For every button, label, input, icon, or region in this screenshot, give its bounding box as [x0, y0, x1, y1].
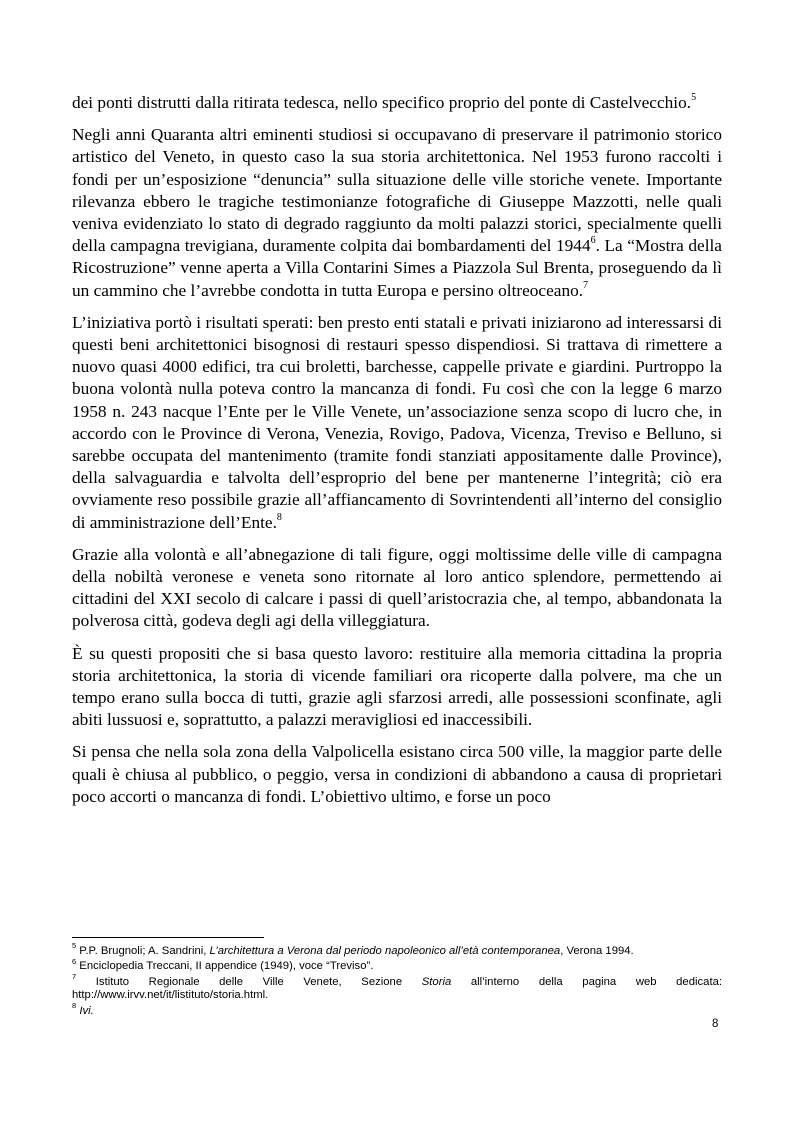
footnote-ref-6[interactable]: 6 [590, 235, 596, 247]
footnotes [72, 937, 722, 1020]
footnote-ref-7[interactable]: 7 [583, 279, 589, 291]
footnote-5: $^5$ P.P. Brugnoli; A. Sandrini, L’architettura a Verona dal periodo napoleonico all’età contemporanea, Verona 1994. [72, 941, 634, 957]
paragraph-3: L’iniziativa portò i risultati sperati: ben presto enti statali e privati iniziarono ad interessarsi di questi beni architettonici bisognosi di restauri spesso dispendiosi. Si trattava di rimettere a nuovo quasi 4000 edifici, tra cui broletti, barchesse, cappelle private e giardini. Purtroppo la buona volontà nulla poteva contro la mancanza di fondi. Fu così che con la legge 6 marzo 1958 n. 243 nacque l’Ente per le Ville Venete, un’associazione senza scopo di lucro che, in accordo con le Province di Verona, Venezia, Rovigo, Padova, Vicenza, Treviso e Belluno, si sarebbe occupata del mantenimento (tramite fondi stanziati appositamente dalle Province), della salvaguardia e talvolta dell’esproprio del bene per mantenerne l’integrità; ciò era ovviamente reso possibile grazie all’affiancamento di Sovrintendenti all’interno del consiglio di amministrazione dell’Ente.$^8$ [72, 312, 722, 532]
paragraph-6: Si pensa che nella sola zona della Valpolicella esistano circa 500 ville, la maggior parte delle quali è chiusa al pubblico, o peggio, versa in condizioni di abbandono a causa di proprietari poco accorti o mancanza di fondi. L’obiettivo ultimo, e forse un poco [72, 742, 722, 806]
paragraph-4: Grazie alla volontà e all’abnegazione di tali figure, oggi moltissime delle ville di campagna della nobiltà veronese e veneta sono ritornate al loro antico splendore, permettendo ai cittadini del XXI secolo di calcare i passi di quell’aristocrazia che, al tempo, abbandonata la polverosa città, godeva degli agi della villeggiatura. [72, 544, 722, 631]
footnote-separator [72, 937, 264, 938]
page-number: 8 [712, 1018, 719, 1030]
footnote-6: $^6$ Enciclopedia Treccani, II appendice (1949), voce “Treviso”. [72, 956, 374, 973]
paragraph-2: Negli anni Quaranta altri eminenti studiosi si occupavano di preservare il patrimonio storico artistico del Veneto, in questo caso la sua storia architettonica. Nel 1953 furono raccolti i fondi per un’esposizione “denuncia” sulla situazione delle ville storiche venete. Importante rilevanza ebbero le tragiche testimonianze fotografiche di Giuseppe Mazzotti, nelle quali veniva evidenziato lo stato di degrado raggiunto da molti palazzi storici, specialmente quelli della campagna trevigiana, duramente colpita dai bombardamenti del 1944$^6$. La “Mostra della Ricostruzione” venne aperta a Villa Contarini Simes a Piazzola Sul Brenta, proseguendo da lì un cammino che l’avrebbe condotta in tutta Europa e persino oltreoceano.$^7$ [72, 125, 722, 300]
footnote-7: $^7$ Istituto Regionale delle Ville Venete, Sezione Storia all’interno della pagina web dedicata: http://www.irvv.net/it/listituto/storia.html. [72, 972, 722, 1002]
paragraph-5: È su questi propositi che si basa questo lavoro: restituire alla memoria cittadina la propria storia architettonica, la storia di vicende familiari ora ricoperte dalla polvere, ma che un tempo erano sulla bocca di tutti, grazie agli sfarzosi arredi, alle possessioni sconfinate, agli abiti lussuosi e, soprattutto, a palazzi meravigliosi ed inaccessibili. [72, 643, 722, 730]
footnote-ref-5[interactable]: 5 [691, 92, 697, 104]
footnote-ref-8[interactable]: 8 [276, 511, 282, 523]
footnote-8: $^8$ Ivi. [72, 1000, 94, 1017]
paragraph-1: dei ponti distrutti dalla ritirata tedesca, nello specifico proprio del ponte di Castelvecchio.$^5$ [72, 92, 697, 112]
main-text [72, 92, 722, 818]
